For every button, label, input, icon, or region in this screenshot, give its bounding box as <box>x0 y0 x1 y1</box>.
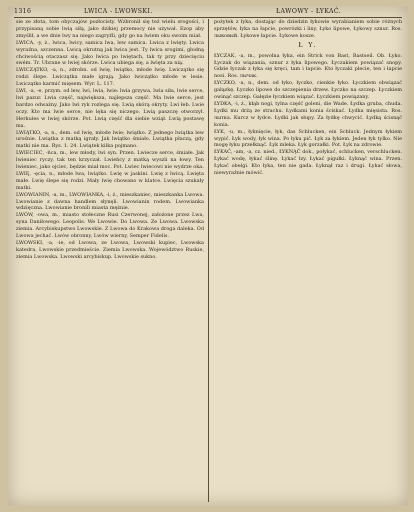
entry: ŁYKAĆ, -am, -a, cz. nied., ŁYKNĄĆ dok., połykać, schlucken, verschlucken. Łykać wodę, łykać ślinę. Łykać łzy. Łykać pigułki. Łyknąć wina. Przen. Łykać obelgi. Kto łyka, ten nie gada. Łyknął raz i drugi. Łykać słowa, niewyraźnie mówić. <box>214 149 402 177</box>
entry: LWIĘ, -ęcia, n., młode lwa, lwiątko. Lwię w jaskini. Lwię z lwicą. Lwięta małe. Lwię ślepe się rodzi. Mały lwię chowano w klatce. Lwięcia szukały matki. <box>16 170 204 191</box>
entry: sie ze złota, tom obyczajów pozłocisty. Wzbronił się też wielu srogości, i przypisaną sobie lwią siłą, jako dzikiej przemocy nie używał. Ezop aby zmyślił, a we dnie lwy na niego zagryźli, gdy go na lwiem oku swoim miał. <box>16 19 204 39</box>
entry: LWIECIEC, -ńca, m., lew młody, lwi syn. Przen. Lwiecze serce, śmiałe. Jak lwieniec ryczy, tak ten krzyczał. Lwieńcy z matką wyszli na łowy. Ten lwieniec, jako ojciec, będzie miał moc. Pot. Lwiec lwiecowi nie wydrze oka. <box>16 150 204 171</box>
entry: LWOWSKI, -a, -ie, od Lwowa, ze Lwowa, Lwowski kupiec, Lwowska katedra, Lwowskie przedmieście. Ziemia Lwowska. Województwo Ruskie, ziemia Lwowska. Lwowski arcybiskup. Lwowskie sukno. <box>16 240 204 260</box>
section-heading: Ł Y. <box>298 41 318 49</box>
entry: LWI, -a, -e, przym. od lew, lwi, lwia, lwie: lwia grzywa, lwia siła, lwie serce, lwi pazur. Lwia część, największa, najlepsza część. Ma lwie serce, jest bardzo odważny. Jako lwi ryk rozlega się. Lwią skórą okryty. Lwi łeb. Lwie oczy. Kto ma lwie serce, nie lęka się niczego. Lwią paszczę otworzył. Herkules w lwiej skórze. Pot. Lwią część dla siebie wziął. Lwią postawę ma. <box>16 88 204 129</box>
entry: LWOWIANIN, -a, m., LWOWIANKA, -i, ż., mieszkaniec, mieszkanka Lwowa. Lwowianie z dawna handlem słynęli. Lwowianin rodem. Lwowianka wdzięczna. Lwowianie bronili miasta mężnie. <box>16 191 204 212</box>
entry: LWIĄTKO, -a, n., dem. od lwię, młode lwie; lwiątko. Z jednego lwiątka lew urośnie. Lwiątka z matką igrały. Jak lwiątko śmiało. Lwiątka płaczą, gdy matki nie ma. Rys. 1. 24. Lwiątek kilka pojmano. <box>16 129 204 150</box>
entry: LWICA, -y, ż., lwica, lwicy, samica lwa, lew samica. Lwica z lwięty. Lwica wyraźna, szczenna. Lwicą okrutną jak lwica jest. Ty lwica srogimi, głodną chciwością otaczasz się. Jako lwica po lwiętach, tak ty przy dziecięciu swém. Tr. Ubrane w lwiej skórze. Lwica ubiega się, a lwięta za nią. <box>16 39 204 67</box>
entry: ŁYCZKO, -a, n., dem. od łyko, łyczko, cienkie łyko. Łyczkiem obwiązać gałązkę. Łyczko lipowe do szczepienia drzew. Łyczko na szczep. Łyczkiem owinąć szczep. Gałęzie łyczkiem wiązać. Łyczkiem powiązany. <box>214 80 402 101</box>
header-rule <box>14 17 402 18</box>
page-number: 1316 <box>14 8 32 15</box>
dictionary-page <box>8 6 408 506</box>
entry: ŁYK, -u, m., łyknięcie, łyk, das Schlucken, ein Schluck. Jednym łykiem wypić. Łyk wody, łyk wina. Po łyku pić. Łyk za łykiem. Jeden łyk tylko. Nie mogę łyku przełknąć. Łyk mleka. Łyk gorzałki. Pot. Łyk na zdrowie. <box>214 128 402 149</box>
entry: pożytek z łyka, dostając do dziedzin łykowie wyrabianiem sobie różnych sprzętów, łyka na łapcie, powrózki i liny, Łyko lipowe, Łykowy sznur. Ros. лыковый. Łykowe łapcie. Łykowe kosze. <box>214 19 402 39</box>
right-running-title: ŁAWOWY - ŁYKAĆ. <box>276 8 342 15</box>
entry: LWÓW, -owa, m., miasto stołeczne Rusi Czerwonej, założone przez Lwa, syna Daniłowego. Leopolis. We Lwowie. Do Lwowa. Ze Lwowa. Lwowska ziemia. Arcybiskupstwo Lwowskie. Z Lwowa do Krakowa droga daleka. Od Lwowa jechać. Lwów obronny, Lwów wierny, Semper Fidelis. <box>16 212 204 240</box>
left-running-title: LWICA - LWOWSKI. <box>84 8 153 15</box>
entry: ŁYDKA, -i, ż., kłąb nogi, tylna część goleni, die Wade. Łydka gruba, chuda. Łydki mu drżą ze strachu. Łydkami konia ściskać. Łydka mięsista. Ros. лытка. Kurcz w łydce. Łydki jak słupy. Za łydkę chwycić. Łydką ścisnąć konia. <box>214 100 402 128</box>
left-column <box>16 19 204 502</box>
entry: LWICZĄTKO, -a, n., zdrobn. od lwię, lwiątko, młode lwię. Lwiczątko się rodzi ślepe. Lwiczątka małe igrają. Jako lwiczątko młode w lesie. Lwiczątko karmić mięsem. Wyr. L. 117. <box>16 67 204 88</box>
entry: ŁYCZAK, -a, m., powolna łyka, ein Strick von Bast, Bastseil. Ob. Łyko. Łyczak do wiązania, sznur z łyka lipowego. Łyczakiem powiązać snopy. Gdzie łyczak z łyka się kręci, tam i łapcie. Kto łyczaki plecie, ten i łapcie nosi. Ros. лычак. <box>214 52 402 80</box>
column-divider <box>208 19 209 502</box>
right-column <box>214 19 402 502</box>
